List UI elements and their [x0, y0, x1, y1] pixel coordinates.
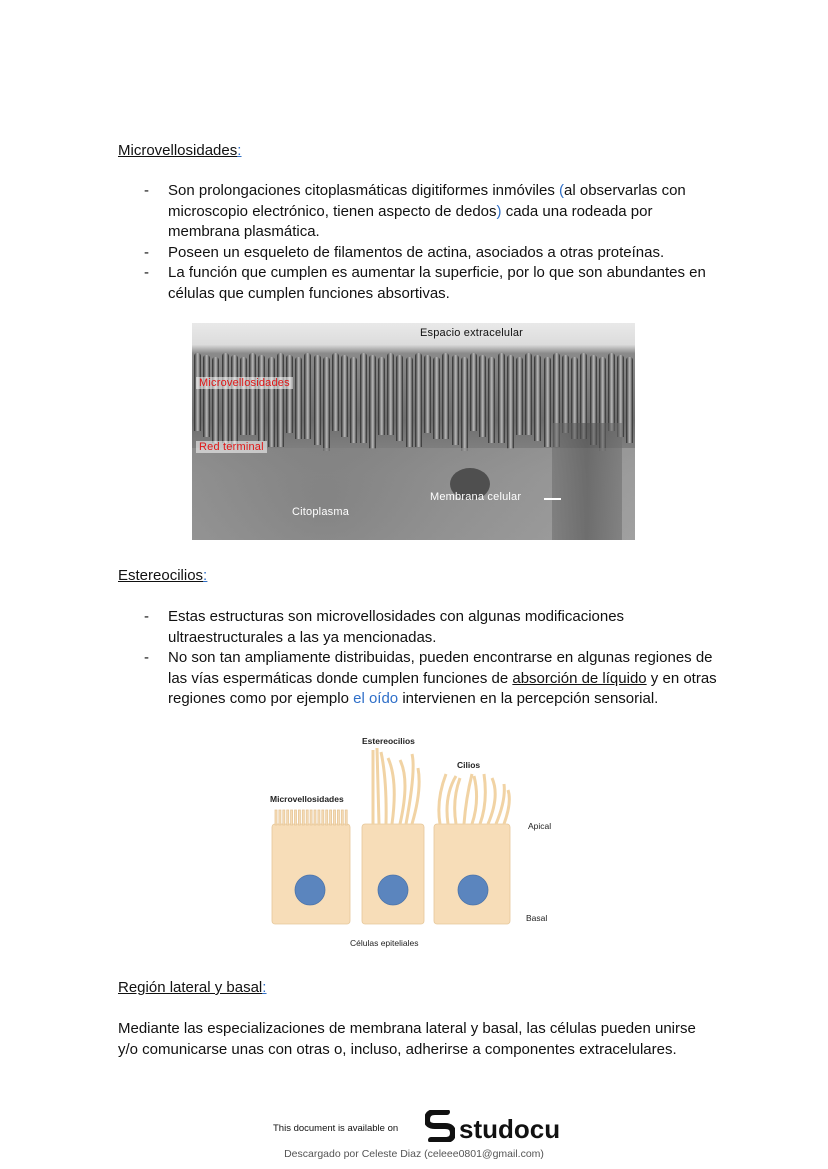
- microvillus: [314, 355, 321, 445]
- microvillus: [323, 357, 330, 451]
- diagram-microvillus: [345, 810, 347, 825]
- label-cilios: Cilios: [457, 760, 481, 770]
- microvillus: [268, 357, 275, 447]
- nucleus-3: [458, 875, 488, 905]
- microvillus: [424, 355, 431, 433]
- microvillus: [231, 355, 238, 449]
- microvillus: [240, 357, 247, 435]
- diagram-microvillus: [341, 810, 343, 825]
- diagram-microvillus: [310, 810, 312, 825]
- heading-estereocilios: Estereocilios:: [118, 567, 208, 584]
- microvillus: [396, 355, 403, 441]
- microvillus: [212, 357, 219, 443]
- microvillus: [498, 353, 505, 443]
- microvillus: [249, 353, 256, 435]
- microvillus: [488, 357, 495, 443]
- nucleus-2: [378, 875, 408, 905]
- microvillus: [608, 353, 615, 431]
- micro-bullet-list: [118, 181, 718, 304]
- cell-stereocilia: [362, 748, 424, 924]
- microvillus: [470, 353, 477, 431]
- label-citoplasma: Citoplasma: [292, 506, 350, 518]
- label-microvellosidades: Microvellosidades: [196, 377, 293, 389]
- studocu-brand-text: studocu: [459, 1114, 561, 1144]
- epithelial-cells-diagram: [260, 730, 570, 955]
- list-item: - Estas estructuras son microvellosidades con algunas modificaciones ultraestructurales a las ya mencionadas.: [118, 607, 718, 648]
- footer-downloaded: Descargado por Celeste Diaz (celeee0801@gmail.com): [284, 1148, 544, 1160]
- diagram-microvillus: [295, 810, 297, 825]
- label-red-terminal: Red terminal: [196, 441, 267, 453]
- diagram-microvillus: [302, 810, 304, 825]
- microvillus: [415, 353, 422, 447]
- microvillus: [534, 355, 541, 441]
- microvillus: [304, 353, 311, 439]
- microvillus: [277, 353, 284, 447]
- cell-microvilli: [272, 810, 350, 924]
- diagram-microvillus: [291, 810, 293, 825]
- studocu-logo-icon: [425, 1110, 455, 1149]
- studocu-logo[interactable]: [425, 1110, 560, 1149]
- microvillus: [350, 357, 357, 443]
- microvillus: [626, 357, 633, 443]
- diagram-microvillus: [314, 810, 316, 825]
- microvillus: [378, 357, 385, 435]
- list-item: - Son prolongaciones citoplasmáticas digitiformes inmóviles (al observarlas con microscopio electrónico, tienen aspecto de dedos) cada una rodeada por membrana plasmática.: [118, 181, 718, 243]
- diagram-microvillus: [279, 810, 281, 825]
- microvillus: [387, 353, 394, 435]
- diagram-microvillus: [275, 810, 277, 825]
- microvillus: [258, 355, 265, 441]
- label-membrana-celular: Membrana celular: [430, 491, 522, 503]
- label-estereocilios: Estereocilios: [362, 736, 415, 746]
- diagram-caption: Células epiteliales: [350, 938, 419, 948]
- microvillus: [452, 355, 459, 445]
- microvillus: [222, 353, 229, 443]
- microvilli-micrograph: [192, 323, 635, 540]
- diagram-microvillus: [287, 810, 289, 825]
- list-item: - Poseen un esqueleto de filamentos de actina, asociados a otras proteínas.: [118, 243, 718, 264]
- label-apical: Apical: [528, 821, 552, 831]
- microvillus: [369, 355, 376, 449]
- diagram-microvillus: [298, 810, 300, 825]
- estereo-bullet-list: [118, 607, 718, 710]
- cells-svg: [260, 730, 570, 955]
- microvillus: [544, 357, 551, 447]
- microvillus: [203, 355, 210, 437]
- microvillus: [295, 357, 302, 439]
- microvillus: [360, 353, 367, 443]
- microvillus: [406, 357, 413, 447]
- label-espacio-extracelular: Espacio extracelular: [420, 327, 524, 339]
- lateral-paragraph: Mediante las especializaciones de membrana lateral y basal, las células pueden unirse y/o comunicarse unas con otras o, incluso, adherirse a componentes extracelulares.: [118, 1020, 696, 1058]
- diagram-microvillus: [306, 810, 308, 825]
- microvillus: [286, 355, 293, 433]
- diagram-microvillus: [283, 810, 285, 825]
- footer-available: This document is available on: [273, 1123, 399, 1134]
- diagram-microvillus: [318, 810, 320, 825]
- microvillus: [516, 357, 523, 435]
- microvillus: [341, 355, 348, 437]
- label-basal: Basal: [526, 913, 548, 923]
- heading-region-lateral: Región lateral y basal:: [118, 979, 267, 996]
- diagram-microvillus: [322, 810, 324, 825]
- cell-cilia: [434, 774, 510, 924]
- microvillus: [433, 357, 440, 439]
- microvillus: [332, 353, 339, 431]
- microvillus: [507, 355, 514, 449]
- microvillus: [479, 355, 486, 437]
- heading-microvellosidades: Microvellosidades:: [118, 142, 242, 159]
- diagram-microvillus: [334, 810, 336, 825]
- microvillus: [525, 353, 532, 435]
- diagram-microvillus: [337, 810, 339, 825]
- microvillus: [461, 357, 468, 451]
- nucleus-1: [295, 875, 325, 905]
- list-item: - No son tan ampliamente distribuidas, pueden encontrarse en algunas regiones de las vías espermáticas donde cumplen funciones de absorción de líquido y en otras regiones como por ejemplo el oído intervienen en la percepción sensorial.: [118, 648, 718, 710]
- membrane-pointer: [544, 498, 561, 500]
- diagram-microvillus: [326, 810, 328, 825]
- microvillus: [562, 355, 569, 433]
- label-microvellosidades-diagram: Microvellosidades: [270, 794, 344, 804]
- microvillus: [194, 353, 201, 431]
- diagram-microvillus: [330, 810, 332, 825]
- microvillus: [442, 353, 449, 439]
- list-item: - La función que cumplen es aumentar la superficie, por lo que son abundantes en células que cumplen funciones absortivas.: [118, 263, 718, 304]
